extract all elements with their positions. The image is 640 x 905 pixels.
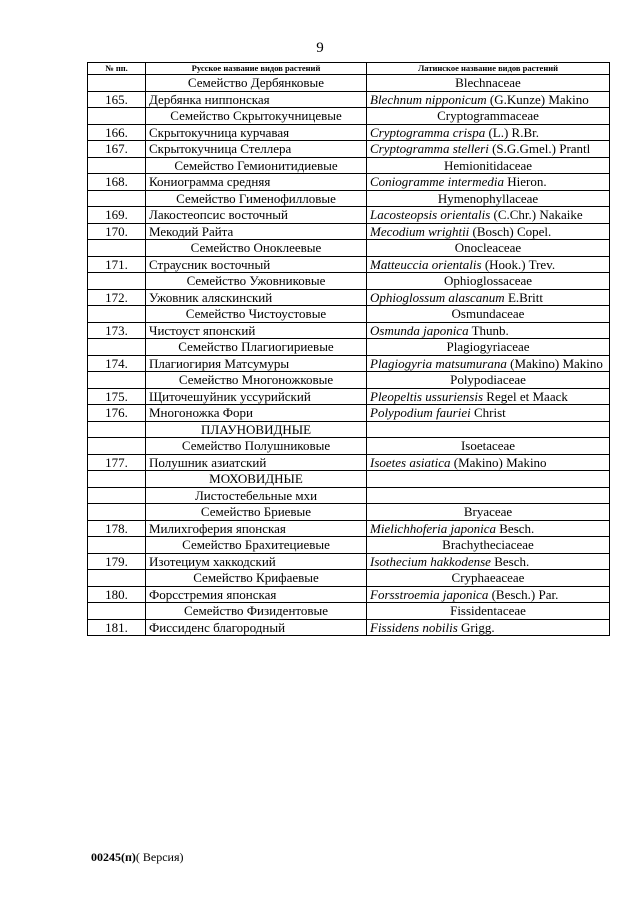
species-number: 172.	[88, 289, 146, 306]
species-latin-name	[367, 520, 610, 537]
species-row	[88, 141, 610, 158]
family-row	[88, 504, 610, 521]
species-latin-name	[367, 405, 610, 422]
latin-species-binomial: Osmunda japonica	[370, 322, 469, 338]
species-latin-name	[367, 124, 610, 141]
species-number: 179.	[88, 553, 146, 570]
species-russian-name: Чистоуст японский	[146, 322, 367, 339]
latin-author: E.Britt	[504, 289, 543, 305]
latin-author: Christ	[470, 405, 506, 420]
species-number: 170.	[88, 223, 146, 240]
family-row	[88, 537, 610, 554]
species-russian-name: Щиточешуйник уссурийский	[146, 388, 367, 405]
latin-author: (Besch.) Par.	[488, 586, 559, 602]
family-latin-name: Hymenophyllaceae	[367, 190, 610, 207]
species-russian-name: Страусник восточный	[146, 256, 367, 273]
family-num-empty	[88, 190, 146, 207]
species-row	[88, 174, 610, 191]
species-russian-name: Кониограмма средняя	[146, 174, 367, 191]
latin-author: (G.Kunze) Makino	[486, 91, 589, 107]
family-num-empty	[88, 438, 146, 455]
header-russian-name: Русское название видов растений	[146, 63, 367, 75]
section-latin-empty	[367, 421, 610, 438]
species-number: 174.	[88, 355, 146, 372]
section-row	[88, 487, 610, 504]
latin-author: Grigg.	[457, 619, 495, 635]
family-row	[88, 603, 610, 620]
species-latin-name	[367, 454, 610, 471]
family-russian-name: Семейство Брахитециевые	[146, 537, 367, 554]
family-latin-name: Cryphaeaceae	[367, 570, 610, 587]
family-russian-name: Семейство Многоножковые	[146, 372, 367, 389]
species-number: 175.	[88, 388, 146, 405]
latin-species-binomial: Ophioglossum alascanum	[370, 289, 505, 305]
species-latin-name	[367, 322, 610, 339]
species-russian-name: Мекодий Райта	[146, 223, 367, 240]
species-number: 173.	[88, 322, 146, 339]
latin-author: (C.Chr.) Nakaike	[490, 207, 583, 222]
family-row	[88, 372, 610, 389]
species-row	[88, 388, 610, 405]
species-number: 165.	[88, 91, 146, 108]
family-russian-name: Семейство Дербянковые	[146, 75, 367, 92]
latin-author: (L.) R.Br.	[485, 124, 540, 140]
family-row	[88, 240, 610, 257]
species-latin-name	[367, 141, 610, 158]
family-num-empty	[88, 372, 146, 389]
latin-author: Thunb.	[468, 322, 509, 338]
family-row	[88, 570, 610, 587]
document-code: 00245(п)	[91, 850, 136, 864]
family-latin-name: Polypodiaceae	[367, 372, 610, 389]
section-row	[88, 421, 610, 438]
latin-author: (Makino) Makino	[450, 454, 547, 470]
latin-species-binomial: Cryptogramma crispa	[370, 124, 486, 140]
family-num-empty	[88, 306, 146, 323]
family-latin-name: Blechnaceae	[367, 75, 610, 92]
footer	[91, 850, 184, 865]
species-latin-name	[367, 223, 610, 240]
family-num-empty	[88, 157, 146, 174]
species-latin-name	[367, 207, 610, 224]
family-latin-name: Ophioglossaceae	[367, 273, 610, 290]
latin-author: Hieron.	[503, 174, 547, 189]
family-row	[88, 339, 610, 356]
species-row	[88, 322, 610, 339]
family-latin-name: Bryaceae	[367, 504, 610, 521]
section-num-empty	[88, 471, 146, 488]
species-latin-name	[367, 256, 610, 273]
family-row	[88, 190, 610, 207]
family-row	[88, 157, 610, 174]
species-latin-name	[367, 388, 610, 405]
table-header-row	[88, 63, 610, 75]
table-body	[88, 75, 610, 636]
latin-species-binomial: Matteuccia orientalis	[370, 256, 482, 272]
species-table	[87, 62, 610, 636]
species-row	[88, 223, 610, 240]
latin-author: Regel et Maack	[483, 388, 568, 404]
family-latin-name: Hemionitidaceae	[367, 157, 610, 174]
species-russian-name: Милихгоферия японская	[146, 520, 367, 537]
species-number: 166.	[88, 124, 146, 141]
section-row	[88, 471, 610, 488]
species-russian-name: Многоножка Фори	[146, 405, 367, 422]
species-latin-name	[367, 553, 610, 570]
species-russian-name: Скрытокучница Стеллера	[146, 141, 367, 158]
latin-species-binomial: Isothecium hakkodense	[370, 553, 491, 569]
species-row	[88, 355, 610, 372]
species-number: 171.	[88, 256, 146, 273]
header-latin-name: Латинское название видов растений	[367, 63, 610, 75]
family-russian-name: Семейство Бриевые	[146, 504, 367, 521]
section-latin-empty	[367, 471, 610, 488]
species-number: 167.	[88, 141, 146, 158]
family-num-empty	[88, 240, 146, 257]
species-number: 177.	[88, 454, 146, 471]
species-row	[88, 91, 610, 108]
family-num-empty	[88, 108, 146, 125]
latin-author: Besch.	[490, 553, 530, 569]
latin-species-binomial: Fissidens nobilis	[370, 619, 458, 635]
species-latin-name	[367, 586, 610, 603]
family-num-empty	[88, 603, 146, 620]
species-number: 181.	[88, 619, 146, 636]
family-russian-name: Семейство Полушниковые	[146, 438, 367, 455]
family-row	[88, 273, 610, 290]
latin-species-binomial: Coniogramme intermedia	[370, 174, 504, 189]
latin-species-binomial: Polypodium fauriei	[370, 405, 471, 420]
family-latin-name: Onocleaceae	[367, 240, 610, 257]
section-num-empty	[88, 487, 146, 504]
latin-author: (Hook.) Trev.	[481, 256, 556, 272]
species-number: 168.	[88, 174, 146, 191]
family-row	[88, 75, 610, 92]
family-latin-name: Isoetaceae	[367, 438, 610, 455]
species-number: 178.	[88, 520, 146, 537]
family-latin-name: Osmundaceae	[367, 306, 610, 323]
page-number: 9	[316, 40, 324, 56]
family-num-empty	[88, 75, 146, 92]
latin-author: (Makino) Makino	[506, 355, 603, 371]
family-latin-name: Fissidentaceae	[367, 603, 610, 620]
family-num-empty	[88, 537, 146, 554]
family-russian-name: Семейство Гименофилловые	[146, 190, 367, 207]
family-num-empty	[88, 339, 146, 356]
family-russian-name: Семейство Физидентовые	[146, 603, 367, 620]
latin-species-binomial: Pleopeltis ussuriensis	[370, 388, 484, 404]
species-row	[88, 553, 610, 570]
species-russian-name: Дербянка ниппонская	[146, 91, 367, 108]
family-russian-name: Семейство Оноклеевые	[146, 240, 367, 257]
family-russian-name: Семейство Чистоустовые	[146, 306, 367, 323]
family-latin-name: Plagiogyriaceae	[367, 339, 610, 356]
family-row	[88, 306, 610, 323]
species-number: 180.	[88, 586, 146, 603]
section-title: ПЛАУНОВИДНЫЕ	[146, 421, 367, 438]
species-latin-name	[367, 355, 610, 372]
species-russian-name: Фиссиденс благородный	[146, 619, 367, 636]
section-title: МОХОВИДНЫЕ	[146, 471, 367, 488]
species-russian-name: Изотециум хаккодский	[146, 553, 367, 570]
section-title: Листостебельные мхи	[146, 487, 367, 504]
species-row	[88, 289, 610, 306]
species-russian-name: Скрытокучница курчавая	[146, 124, 367, 141]
species-russian-name: Полушник азиатский	[146, 454, 367, 471]
latin-species-binomial: Forsstroemia japonica	[370, 586, 489, 602]
latin-species-binomial: Blechnum nipponicum	[370, 91, 487, 107]
species-russian-name: Ужовник аляскинский	[146, 289, 367, 306]
species-row	[88, 405, 610, 422]
latin-species-binomial: Mielichhoferia japonica	[370, 520, 497, 536]
latin-species-binomial: Plagiogyria matsumurana	[370, 355, 507, 371]
species-latin-name	[367, 289, 610, 306]
species-latin-name	[367, 91, 610, 108]
species-number: 169.	[88, 207, 146, 224]
latin-author: Besch.	[496, 520, 535, 536]
species-row	[88, 619, 610, 636]
species-latin-name	[367, 619, 610, 636]
species-number: 176.	[88, 405, 146, 422]
species-row	[88, 520, 610, 537]
species-russian-name: Форсстремия японская	[146, 586, 367, 603]
latin-species-binomial: Lacosteopsis orientalis	[370, 207, 491, 222]
family-row	[88, 108, 610, 125]
family-num-empty	[88, 273, 146, 290]
species-row	[88, 256, 610, 273]
species-row	[88, 586, 610, 603]
species-row	[88, 124, 610, 141]
species-row	[88, 454, 610, 471]
family-latin-name: Cryptogrammaceae	[367, 108, 610, 125]
header-num: № пп.	[88, 63, 146, 75]
family-russian-name: Семейство Гемионитидиевые	[146, 157, 367, 174]
family-num-empty	[88, 504, 146, 521]
family-russian-name: Семейство Плагиогириевые	[146, 339, 367, 356]
latin-author: (Bosch) Copel.	[469, 223, 552, 239]
section-num-empty	[88, 421, 146, 438]
latin-species-binomial: Cryptogramma stelleri	[370, 141, 489, 156]
family-num-empty	[88, 570, 146, 587]
family-russian-name: Семейство Ужовниковые	[146, 273, 367, 290]
family-russian-name: Семейство Крифаевые	[146, 570, 367, 587]
latin-author: (S.G.Gmel.) Prantl	[488, 141, 591, 156]
section-latin-empty	[367, 487, 610, 504]
family-row	[88, 438, 610, 455]
species-russian-name: Лакостеопсис восточный	[146, 207, 367, 224]
species-row	[88, 207, 610, 224]
family-latin-name: Brachytheciaceae	[367, 537, 610, 554]
species-russian-name: Плагиогирия Матсумуры	[146, 355, 367, 372]
document-version: ( Версия)	[135, 850, 184, 864]
family-russian-name: Семейство Скрытокучницевые	[146, 108, 367, 125]
latin-species-binomial: Isoetes asiatica	[370, 454, 451, 470]
latin-species-binomial: Mecodium wrightii	[370, 223, 470, 239]
species-latin-name	[367, 174, 610, 191]
